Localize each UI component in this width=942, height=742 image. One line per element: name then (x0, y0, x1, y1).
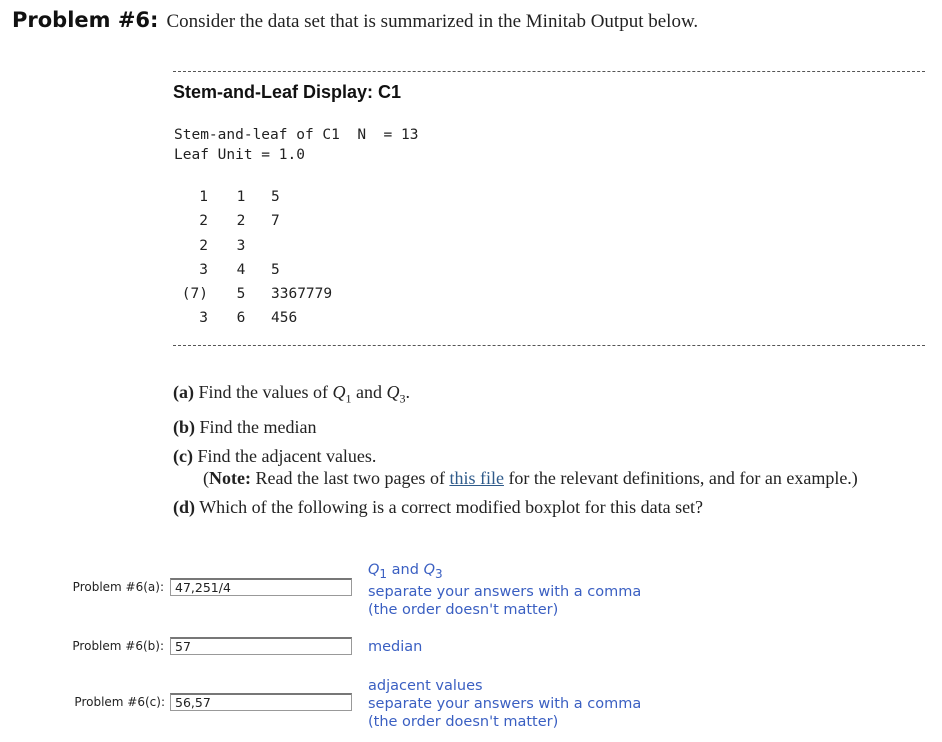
answer-b-input[interactable]: 57 (170, 637, 352, 655)
stem-row-leaves: 3367779 (271, 286, 333, 302)
note-text: Read the last two pages of (250, 468, 450, 488)
display-heading: Stem-and-Leaf Display: C1 (173, 82, 402, 102)
stem-row-stem: 4 (236, 262, 246, 278)
answer-a-hint-line3: (the order doesn't matter) (368, 601, 559, 618)
question-b-tag: (b) (173, 417, 195, 437)
q1-symbol: Q (332, 382, 346, 402)
question-c (173, 446, 376, 467)
q3-subscript: 3 (399, 391, 406, 406)
stem-row-count: 2 (199, 213, 208, 229)
stem-row-leaves: 5 (271, 262, 280, 278)
hint-q3-subscript: 3 (434, 566, 443, 581)
hint-q3-symbol: Q (423, 562, 435, 578)
q3-symbol: Q (386, 382, 400, 402)
question-a (173, 382, 410, 407)
problem-title (12, 8, 698, 33)
problem-intro: Consider the data set that is summarized in the Minitab Output below. (166, 11, 699, 32)
hint-q1-symbol: Q (368, 562, 380, 578)
hint-q1-subscript: 1 (379, 566, 388, 581)
answer-c-input[interactable]: 56,57 (170, 693, 352, 711)
answer-a-hint-line2: separate your answers with a comma (368, 583, 642, 600)
stem-leaf-header-line1: Stem-and-leaf of C1 N = 13 (174, 127, 419, 143)
stem-row-count: (7) (181, 286, 208, 302)
answer-c-hint-line3: (the order doesn't matter) (368, 714, 559, 730)
hint-and: and (387, 562, 424, 578)
question-d-text: Which of the following is a correct modified boxplot for this data set? (199, 497, 704, 517)
stem-leaf-header-line2: Leaf Unit = 1.0 (174, 147, 305, 163)
question-a-end: . (405, 382, 410, 402)
bottom-divider (173, 345, 925, 346)
question-c-note (203, 468, 858, 489)
q1-subscript: 1 (345, 391, 352, 406)
answer-c-label: Problem #6(c): (74, 695, 165, 709)
note-label: Note: (209, 468, 251, 488)
answer-a-label: Problem #6(a): (72, 580, 164, 594)
stem-row-count: 3 (199, 262, 208, 278)
question-c-tag: (c) (173, 446, 193, 466)
stem-row-count: 2 (199, 238, 208, 254)
stem-row-leaves: 7 (271, 213, 280, 229)
answer-b-hint: median (368, 639, 423, 655)
stem-row-count: 3 (199, 310, 208, 326)
answer-a-hint (368, 561, 641, 619)
answer-c-hint (368, 677, 641, 731)
question-b-text: Find the median (199, 417, 317, 437)
answer-a-input[interactable]: 47,251/4 (170, 578, 352, 596)
stem-row-stem: 5 (236, 286, 246, 302)
answer-c-hint-line1: adjacent values (368, 678, 483, 694)
note-open: ( (203, 468, 209, 488)
stem-row-leaves: 5 (271, 189, 280, 205)
this-file-link[interactable]: this file (449, 468, 504, 488)
question-a-tag: (a) (173, 382, 194, 402)
stem-row-stem: 1 (236, 189, 246, 205)
problem-label: Problem #6: (12, 8, 159, 32)
question-d-tag: (d) (173, 497, 195, 517)
question-d (173, 497, 703, 518)
note-tail: for the relevant definitions, and for an example.) (503, 468, 858, 488)
stem-row-leaves: 456 (271, 310, 298, 326)
question-a-text: Find the values of (198, 382, 333, 402)
stem-row-stem: 2 (236, 213, 246, 229)
stem-row-count: 1 (199, 189, 208, 205)
question-b (173, 417, 316, 438)
top-divider (173, 71, 925, 72)
answer-c-hint-line2: separate your answers with a comma (368, 696, 642, 712)
answer-b-label: Problem #6(b): (72, 639, 164, 653)
answer-a-hint-line1 (368, 561, 641, 583)
question-c-text: Find the adjacent values. (197, 446, 377, 466)
question-a-and: and (351, 382, 387, 402)
stem-row-stem: 3 (236, 238, 246, 254)
stem-row-stem: 6 (236, 310, 246, 326)
